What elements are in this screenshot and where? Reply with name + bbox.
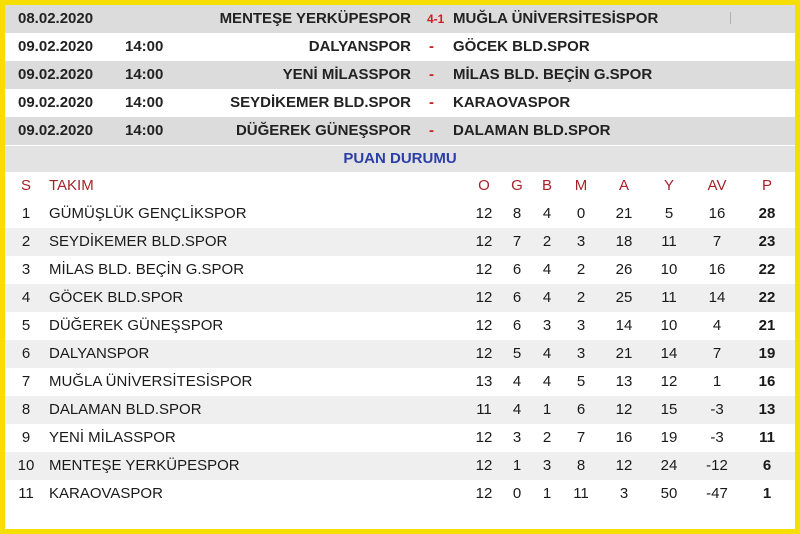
cell-goals-against: 11 bbox=[661, 289, 677, 306]
cell-won: 6 bbox=[512, 317, 522, 334]
cell-goals-for: 12 bbox=[615, 457, 633, 474]
cell-won: 8 bbox=[512, 205, 522, 222]
cell-rank: 4 bbox=[21, 289, 31, 306]
fixture-row[interactable] bbox=[5, 89, 795, 117]
cell-won: 3 bbox=[512, 429, 522, 446]
cell-won: 6 bbox=[512, 289, 522, 306]
cell-played: 12 bbox=[475, 345, 493, 362]
cell-points: 1 bbox=[762, 485, 772, 502]
cell-goal-diff: -3 bbox=[710, 429, 724, 446]
cell-goals-for: 18 bbox=[615, 233, 633, 250]
cell-points: 11 bbox=[759, 429, 775, 446]
fixture-row[interactable] bbox=[5, 61, 795, 89]
cell-played: 12 bbox=[475, 457, 493, 474]
fixture-away-team: DALAMAN BLD.SPOR bbox=[453, 122, 611, 139]
cell-points: 19 bbox=[758, 345, 776, 362]
cell-points: 16 bbox=[758, 373, 776, 390]
cell-lost: 11 bbox=[573, 485, 589, 502]
cell-team-name: MENTEŞE YERKÜPESPOR bbox=[49, 457, 240, 474]
cell-won: 4 bbox=[512, 373, 522, 390]
cell-won: 0 bbox=[512, 485, 522, 502]
cell-played: 12 bbox=[475, 317, 493, 334]
fixture-home-team: YENİ MİLASSPOR bbox=[282, 66, 411, 83]
cell-team-name: SEYDİKEMER BLD.SPOR bbox=[49, 233, 228, 250]
cell-points: 22 bbox=[758, 261, 776, 278]
cell-goal-diff: 7 bbox=[712, 345, 722, 362]
cell-rank: 5 bbox=[21, 317, 31, 334]
cell-won: 7 bbox=[512, 233, 522, 250]
cell-goals-for: 3 bbox=[619, 485, 629, 502]
cell-goals-for: 16 bbox=[615, 429, 633, 446]
fixture-row[interactable] bbox=[5, 33, 795, 61]
fixture-home-team: SEYDİKEMER BLD.SPOR bbox=[230, 94, 411, 111]
cell-drawn: 2 bbox=[542, 429, 552, 446]
fixture-time: 14:00 bbox=[125, 122, 164, 139]
fixtures-list bbox=[5, 5, 795, 145]
cell-lost: 6 bbox=[576, 401, 586, 418]
cell-team-name: YENİ MİLASSPOR bbox=[49, 429, 176, 446]
cell-team-name: DÜĞEREK GÜNEŞSPOR bbox=[49, 317, 224, 334]
cell-goals-against: 11 bbox=[661, 233, 677, 250]
cell-lost: 8 bbox=[576, 457, 586, 474]
cell-points: 28 bbox=[758, 205, 776, 222]
table-row[interactable] bbox=[5, 284, 795, 312]
header-played: O bbox=[478, 177, 490, 194]
fixture-score: 4-1 bbox=[427, 12, 445, 26]
cell-won: 5 bbox=[512, 345, 522, 362]
table-row[interactable] bbox=[5, 480, 795, 508]
cell-lost: 7 bbox=[576, 429, 586, 446]
fixture-away-team: GÖCEK BLD.SPOR bbox=[453, 38, 590, 55]
cell-lost: 3 bbox=[576, 317, 586, 334]
fixture-score: - bbox=[429, 122, 434, 139]
fixture-time: 14:00 bbox=[125, 38, 164, 55]
cell-drawn: 3 bbox=[542, 457, 552, 474]
header-lost: M bbox=[574, 177, 588, 194]
table-row[interactable] bbox=[5, 200, 795, 228]
cell-drawn: 1 bbox=[542, 401, 552, 418]
cell-rank: 1 bbox=[21, 205, 31, 222]
table-row[interactable] bbox=[5, 340, 795, 368]
cell-lost: 3 bbox=[576, 345, 586, 362]
cell-drawn: 2 bbox=[542, 233, 552, 250]
cell-rank: 7 bbox=[21, 373, 31, 390]
cell-rank: 11 bbox=[18, 485, 34, 502]
cell-goal-diff: 14 bbox=[708, 289, 726, 306]
cell-lost: 0 bbox=[576, 205, 586, 222]
standings-table bbox=[5, 200, 795, 508]
cell-rank: 9 bbox=[21, 429, 31, 446]
cell-team-name: DALAMAN BLD.SPOR bbox=[49, 401, 202, 418]
cell-points: 13 bbox=[758, 401, 776, 418]
cell-rank: 10 bbox=[17, 457, 35, 474]
header-team: TAKIM bbox=[49, 177, 94, 194]
cell-goal-diff: -12 bbox=[706, 457, 728, 474]
header-points: P bbox=[761, 177, 772, 194]
fixture-home-team: DALYANSPOR bbox=[308, 38, 411, 55]
cell-goal-diff: 1 bbox=[712, 373, 722, 390]
cell-rank: 2 bbox=[21, 233, 31, 250]
cell-lost: 2 bbox=[576, 261, 586, 278]
cell-goal-diff: -3 bbox=[710, 401, 724, 418]
fixture-row[interactable] bbox=[5, 5, 795, 33]
fixture-away-team: MİLAS BLD. BEÇİN G.SPOR bbox=[453, 66, 653, 83]
cell-drawn: 4 bbox=[542, 373, 552, 390]
cell-goals-against: 12 bbox=[660, 373, 678, 390]
cell-goals-for: 21 bbox=[615, 205, 633, 222]
cell-team-name: MUĞLA ÜNİVERSİTESİSPOR bbox=[49, 373, 253, 390]
cell-points: 22 bbox=[758, 289, 776, 306]
cell-goal-diff: 7 bbox=[712, 233, 722, 250]
cell-team-name: DALYANSPOR bbox=[49, 345, 150, 362]
cell-rank: 6 bbox=[21, 345, 31, 362]
fixture-score: - bbox=[429, 94, 434, 111]
table-row[interactable] bbox=[5, 256, 795, 284]
cell-played: 12 bbox=[475, 205, 493, 222]
cell-won: 1 bbox=[512, 457, 522, 474]
cell-played: 12 bbox=[475, 289, 493, 306]
cell-team-name: GÜMÜŞLÜK GENÇLİKSPOR bbox=[49, 205, 247, 222]
cell-played: 13 bbox=[475, 373, 493, 390]
fixture-away-team: MUĞLA ÜNİVERSİTESİSPOR bbox=[453, 10, 659, 27]
cell-team-name: KARAOVASPOR bbox=[49, 485, 163, 502]
cell-drawn: 3 bbox=[542, 317, 552, 334]
header-won: G bbox=[511, 177, 523, 194]
header-goals-for: A bbox=[618, 177, 629, 194]
cell-played: 11 bbox=[476, 401, 492, 418]
cell-points: 23 bbox=[758, 233, 776, 250]
header-goal-diff: AV bbox=[707, 177, 727, 194]
cell-won: 6 bbox=[512, 261, 522, 278]
fixture-time: 14:00 bbox=[125, 94, 164, 111]
league-panel bbox=[5, 5, 795, 529]
cell-played: 12 bbox=[475, 485, 493, 502]
cell-goal-diff: 16 bbox=[708, 205, 726, 222]
standings-title: PUAN DURUMU bbox=[5, 146, 795, 172]
table-row[interactable] bbox=[5, 396, 795, 424]
table-row[interactable] bbox=[5, 228, 795, 256]
cell-goals-against: 10 bbox=[660, 261, 678, 278]
cell-lost: 5 bbox=[576, 373, 586, 390]
fixture-date: 09.02.2020 bbox=[18, 94, 94, 111]
cell-played: 12 bbox=[475, 429, 493, 446]
table-row[interactable] bbox=[5, 368, 795, 396]
cell-points: 6 bbox=[762, 457, 772, 474]
fixture-away-team: KARAOVASPOR bbox=[453, 94, 571, 111]
cell-goals-for: 21 bbox=[615, 345, 633, 362]
cell-goals-for: 25 bbox=[615, 289, 633, 306]
cell-drawn: 4 bbox=[542, 261, 552, 278]
cell-goal-diff: 16 bbox=[708, 261, 726, 278]
fixture-home-team: DÜĞEREK GÜNEŞSPOR bbox=[235, 122, 411, 139]
cell-rank: 3 bbox=[21, 261, 31, 278]
table-row[interactable] bbox=[5, 424, 795, 452]
cell-won: 4 bbox=[512, 401, 522, 418]
fixture-home-team: MENTEŞE YERKÜPESPOR bbox=[219, 10, 411, 27]
standings-header bbox=[5, 172, 795, 200]
fixture-date: 09.02.2020 bbox=[18, 38, 94, 55]
fixture-score: - bbox=[429, 66, 434, 83]
cell-points: 21 bbox=[758, 317, 776, 334]
cell-drawn: 4 bbox=[542, 289, 552, 306]
cell-goals-for: 14 bbox=[615, 317, 633, 334]
cell-played: 12 bbox=[475, 261, 493, 278]
cell-goals-for: 12 bbox=[615, 401, 633, 418]
cell-goals-against: 5 bbox=[664, 205, 674, 222]
cell-goal-diff: -47 bbox=[706, 485, 728, 502]
cell-team-name: GÖCEK BLD.SPOR bbox=[49, 289, 184, 306]
header-drawn: B bbox=[541, 177, 552, 194]
cell-goals-against: 15 bbox=[660, 401, 678, 418]
fixture-time: 14:00 bbox=[125, 66, 164, 83]
cell-goals-for: 26 bbox=[615, 261, 633, 278]
fixture-row[interactable] bbox=[5, 117, 795, 145]
divider bbox=[730, 12, 731, 24]
header-rank: S bbox=[20, 177, 31, 194]
cell-goal-diff: 4 bbox=[712, 317, 722, 334]
fixture-score: - bbox=[429, 38, 434, 55]
cell-rank: 8 bbox=[21, 401, 31, 418]
fixture-date: 09.02.2020 bbox=[18, 122, 94, 139]
cell-goals-against: 24 bbox=[660, 457, 678, 474]
cell-played: 12 bbox=[475, 233, 493, 250]
cell-goals-against: 10 bbox=[660, 317, 678, 334]
cell-team-name: MİLAS BLD. BEÇİN G.SPOR bbox=[49, 261, 245, 278]
cell-drawn: 4 bbox=[542, 205, 552, 222]
header-goals-against: Y bbox=[663, 177, 674, 194]
cell-drawn: 1 bbox=[542, 485, 552, 502]
cell-goals-against: 14 bbox=[660, 345, 678, 362]
cell-goals-against: 19 bbox=[660, 429, 678, 446]
cell-lost: 3 bbox=[576, 233, 586, 250]
fixture-date: 09.02.2020 bbox=[18, 66, 94, 83]
table-row[interactable] bbox=[5, 312, 795, 340]
cell-goals-for: 13 bbox=[615, 373, 633, 390]
cell-lost: 2 bbox=[576, 289, 586, 306]
cell-goals-against: 50 bbox=[660, 485, 678, 502]
fixture-date: 08.02.2020 bbox=[18, 10, 94, 27]
table-row[interactable] bbox=[5, 452, 795, 480]
cell-drawn: 4 bbox=[542, 345, 552, 362]
